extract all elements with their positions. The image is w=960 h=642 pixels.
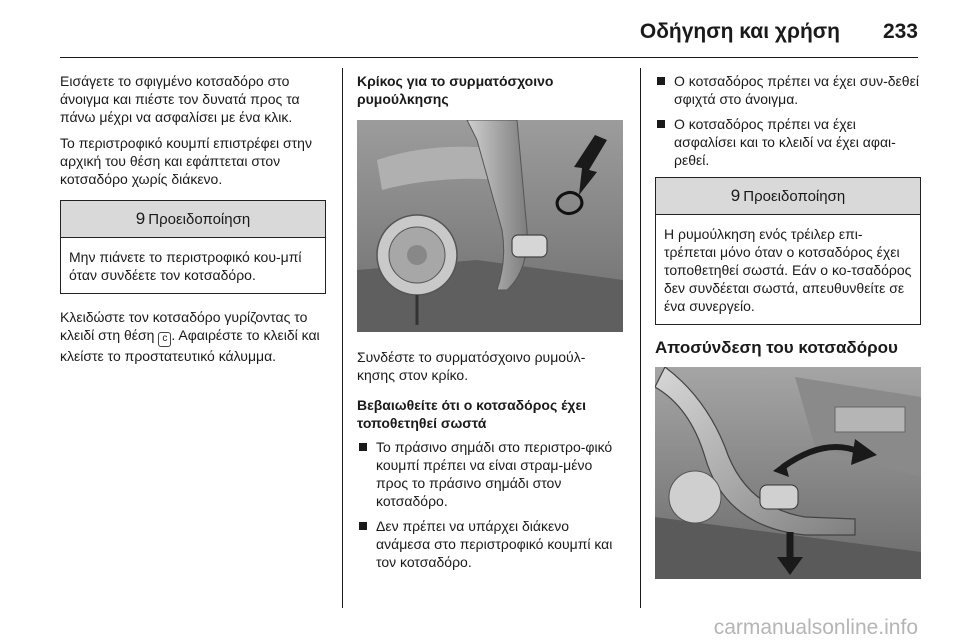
bullet-icon bbox=[657, 120, 665, 128]
list-item-text: Ο κοτσαδόρος πρέπει να έχει συν-δεθεί σφιχτά στο άνοιγμα. bbox=[674, 73, 919, 107]
page-title: Οδήγηση και χρήση bbox=[639, 20, 840, 43]
detach-towbar-illustration bbox=[655, 367, 921, 579]
lock-text-before: Κλειδώστε τον κοτσαδόρο γυρίζοντας το κλειδί στη θέση bbox=[60, 309, 308, 343]
warning-icon: 9 bbox=[730, 186, 741, 205]
list-item bbox=[357, 438, 623, 510]
list-item bbox=[655, 72, 921, 108]
list-item bbox=[357, 517, 623, 571]
column-3 bbox=[655, 72, 921, 579]
page-header bbox=[0, 0, 960, 58]
check-list bbox=[357, 438, 623, 571]
towing-eye-illustration-svg bbox=[357, 120, 623, 332]
watermark: carmanualsonline.info bbox=[713, 616, 918, 639]
list-item bbox=[655, 115, 921, 169]
detach-towbar-illustration-svg bbox=[655, 367, 921, 579]
check-list-continued bbox=[655, 72, 921, 169]
lock-text-after: . Αφαιρέστε το κλειδί και κλείστε το προστατευτικό κάλυμμα. bbox=[60, 327, 320, 364]
header-divider bbox=[60, 57, 918, 58]
warning-box-2 bbox=[655, 177, 921, 325]
bullet-icon bbox=[359, 522, 367, 530]
warning-text: Μην πιάνετε το περιστροφικό κου-μπί όταν συνδέετε τον κοτσαδόρο. bbox=[69, 249, 302, 283]
towing-eye-illustration bbox=[357, 120, 623, 332]
column-divider-left bbox=[342, 68, 343, 608]
bullet-icon bbox=[657, 77, 665, 85]
check-correct-fitting-heading: Βεβαιωθείτε ότι ο κοτσαδόρος έχει τοποθετηθεί σωστά bbox=[357, 397, 587, 431]
column-2 bbox=[357, 72, 623, 579]
list-item-text: Το πράσινο σημάδι στο περιστρο-φικό κουμπί πρέπει να είναι στραμ-μένο προς το πράσινο σημάδι στον κοτσαδόρο. bbox=[376, 439, 613, 509]
page-number: 233 bbox=[882, 20, 918, 43]
paragraph-knob-returns: Το περιστροφικό κουμπί επιστρέφει στην αρχική του θέση και εφάπτεται στον κοτσαδόρο χωρίς διάκενο. bbox=[60, 135, 312, 187]
paragraph-connect-rope: Συνδέστε το συρματόσχοινο ρυμούλ-κησης στον κρίκο. bbox=[357, 349, 586, 383]
warning-box-header bbox=[656, 178, 920, 215]
paragraph-insert-towbar: Εισάγετε το σφιγμένο κοτσαδόρο στο άνοιγμα και πιέστε τον δυνατά προς τα πάνω μέχρι να ασφαλίσει με ένα κλικ. bbox=[60, 73, 300, 125]
list-item-text: Ο κοτσαδόρος πρέπει να έχει ασφαλίσει και το κλειδί να έχει αφαι-ρεθεί. bbox=[674, 116, 896, 168]
paragraph-lock-towbar bbox=[60, 308, 326, 365]
warning-text: Η ρυμούλκηση ενός τρέιλερ επι-τρέπεται μόνο όταν ο κοτσαδόρος έχει τοποθετηθεί σωστά. Εάν ο κο-τσαδόρος δεν συνδέεται σωστά, απευθυνθείτε σε ένα συνεργείο. bbox=[664, 226, 912, 314]
warning-title: Προειδοποίηση bbox=[148, 211, 251, 228]
column-divider-right bbox=[640, 68, 641, 608]
bullet-icon bbox=[359, 443, 367, 451]
list-item-text: Δεν πρέπει να υπάρχει διάκενο ανάμεσα στο περιστροφικό κουμπί και τον κοτσαδόρο. bbox=[376, 518, 613, 570]
key-position-icon: c bbox=[158, 332, 171, 347]
column-1 bbox=[60, 72, 326, 373]
warning-box-1 bbox=[60, 200, 326, 294]
warning-icon: 9 bbox=[135, 209, 146, 228]
detach-towbar-heading: Αποσύνδεση του κοτσαδόρου bbox=[655, 338, 898, 357]
warning-title: Προειδοποίηση bbox=[743, 188, 846, 205]
towing-eye-heading: Κρίκος για το συρματόσχοινο ρυμούλκησης bbox=[357, 73, 554, 107]
warning-box-header bbox=[61, 201, 325, 238]
